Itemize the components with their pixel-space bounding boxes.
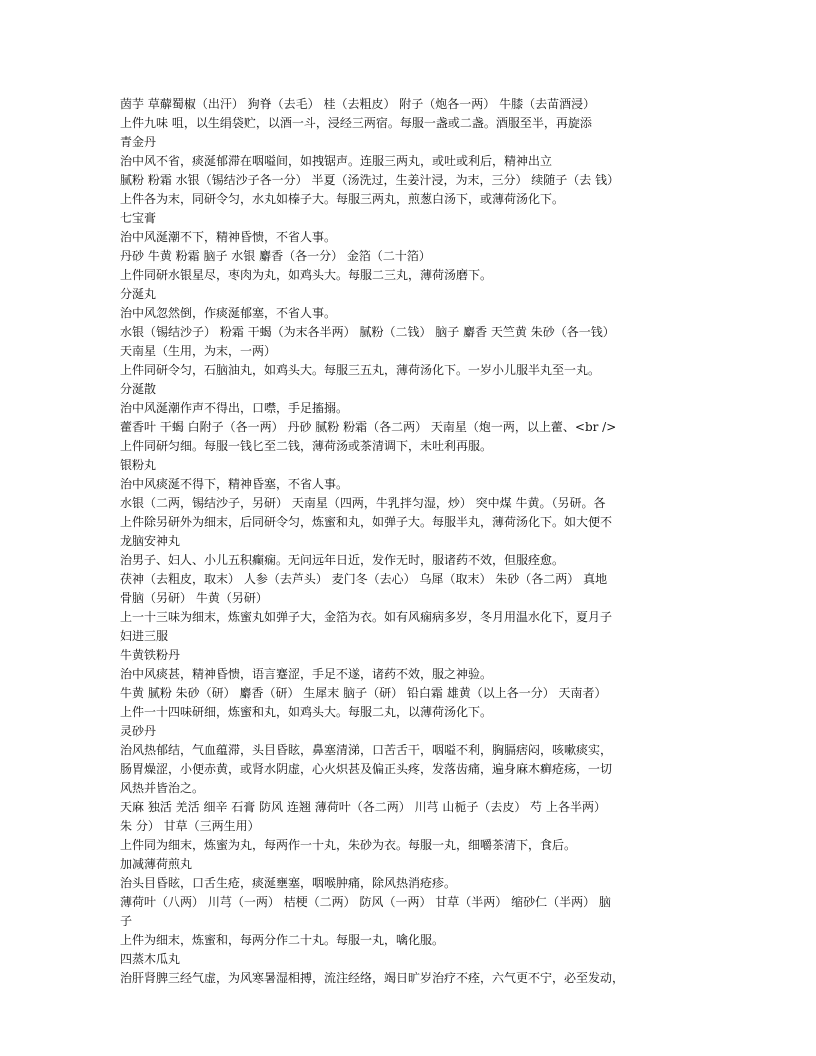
text-line: 茯神（去粗皮，取末） 人参（去芦头） 麦门冬（去心） 乌犀（取末） 朱砂（各二两） 真地 — [120, 572, 608, 586]
text-line: 治肝肾脾三经气虚，为风寒暑湿相搏，流注经络，竭日旷岁治疗不痊，六气更不宁，必至发动， — [120, 971, 625, 985]
text-line: 上件九味 咀，以生绢袋贮，以酒一斗，浸经三两宿。每服一盏或二盏。酒服至半，再旋添 — [120, 116, 592, 130]
text-line: 牛黄 腻粉 朱砂（研） 麝香（研） 生犀末 脑子（研） 铅白霜 雄黄（以上各一分） 天南者） — [120, 686, 607, 700]
text-line: 上件一十四味研细，炼蜜和丸，如鸡头大。每服二丸，以薄荷汤化下。 — [120, 705, 493, 719]
text-line: 上件各为末，同研令匀，水丸如榛子大。每服三两丸，煎葱白汤下，或薄荷汤化下。 — [120, 192, 565, 206]
text-line: 四蒸木瓜丸 — [120, 952, 181, 966]
text-line: 治中风痰涎不得下，精神昏塞，不省人事。 — [120, 477, 349, 491]
text-line: 上件同研令匀，石脑油丸，如鸡头大。每服三五丸，薄荷汤化下。一岁小儿服半丸至一丸。 — [120, 363, 601, 377]
text-line: 治风热郁结，气血蕴滞，头目昏眩，鼻塞清涕，口苦舌干，咽嗌不利，胸膈痞闷，咳嗽痰实， — [120, 743, 613, 757]
text-line: 牛黄铁粉丹 — [120, 648, 181, 662]
text-line: 青金丹 — [120, 135, 157, 149]
text-line: 七宝膏 — [120, 211, 157, 225]
text-line: 治中风涎潮作声不得出，口噤，手足搐搦。 — [120, 401, 349, 415]
text-line: 治中风涎潮不下，精神昏愦，不省人事。 — [120, 230, 337, 244]
text-line: 治中风不省，痰涎郁滞在咽嗌间，如拽锯声。连服三两丸，或吐或利后，精神出立 — [120, 154, 553, 168]
text-line: 水银（二两，锡结沙子，另研） 天南星（四两，牛乳拌匀湿，炒） 突中煤 牛黄。（另研。各 — [120, 496, 606, 510]
document-page — [120, 95, 700, 988]
text-line: 天麻 独活 羌活 细辛 石膏 防风 连翘 薄荷叶（各二两） 川芎 山栀子（去皮） 芍 上各半两） — [120, 800, 606, 814]
text-line: 分涎散 — [120, 382, 157, 396]
text-line: 藿香叶 干蝎 白附子（各一两） 丹砂 腻粉 粉霜（各二两） 天南星（炮一两，以上藿、<br /> — [120, 420, 617, 434]
text-line: 分涎丸 — [120, 287, 157, 301]
text-line: 上件除另研外为细末，后同研令匀，炼蜜和丸，如弹子大。每服半丸，薄荷汤化下。如大便不 — [120, 515, 613, 529]
text-line: 治男子、妇人、小儿五积癫痫。无问远年日近，发作无时，服诸药不效，但服痊愈。 — [120, 553, 565, 567]
text-line: 上一十三味为细末，炼蜜丸如弹子大，金箔为衣。如有风痫病多岁，冬月用温水化下，夏月子 — [120, 610, 613, 624]
text-line: 治头目昏眩，口舌生疮，痰涎壅塞，咽喉肿痛，除风热消疮疹。 — [120, 876, 457, 890]
text-line: 茵芋 草薢蜀椒（出汗） 狗脊（去毛） 桂（去粗皮） 附子（炮各一两） 牛膝（去苗酒浸） — [120, 97, 596, 111]
text-line: 龙脑安神丸 — [120, 534, 181, 548]
text-line: 上件同为细末，炼蜜为丸，每两作一十丸，朱砂为衣。每服一丸，细嚼茶清下，食后。 — [120, 838, 577, 852]
text-line: 骨脑（另研） 牛黄（另研） — [120, 591, 268, 605]
text-line: 上件同研匀细。每服一钱匕至二钱，薄荷汤或茶清调下，未吐利再服。 — [120, 439, 493, 453]
text-line: 妇进三服 — [120, 629, 169, 643]
text-line: 加减薄荷煎丸 — [120, 857, 193, 871]
text-line: 丹砂 牛黄 粉霜 脑子 水银 麝香（各一分） 金箔（二十箔） — [120, 249, 431, 263]
text-line: 水银（锡结沙子） 粉霜 干蝎（为末各半两） 腻粉（二钱） 脑子 麝香 天竺黄 朱砂（各一钱） — [120, 325, 615, 339]
text-line: 上件同研水银星尽，枣肉为丸，如鸡头大。每服二三丸，薄荷汤磨下。 — [120, 268, 493, 282]
text-line: 银粉丸 — [120, 458, 157, 472]
text-line: 腻粉 粉霜 水银（锡结沙子各一分） 半夏（汤洗过，生姜汁浸，为末，三分） 续随子（去 钱） — [120, 173, 620, 187]
text-line: 天南星（生用，为末，一两） — [120, 344, 277, 358]
text-line: 上件为细末，炼蜜和，每两分作二十丸。每服一丸，噙化服。 — [120, 933, 445, 947]
text-line: 风热并皆治之。 — [120, 781, 205, 795]
text-line: 治中风忽然倒，作痰涎郁塞，不省人事。 — [120, 306, 337, 320]
text-line: 治中风痰甚，精神昏愦，语言蹇涩，手足不遂，诸药不效，服之神验。 — [120, 667, 493, 681]
text-line: 薄荷叶（八两） 川芎（一两） 桔梗（二两） 防风（一两） 甘草（半两） 缩砂仁（半两） 脑 — [120, 895, 611, 909]
text-line: 子 — [120, 914, 133, 928]
text-line: 朱 分） 甘草（三两生用） — [120, 819, 260, 833]
text-line: 灵砂丹 — [120, 724, 157, 738]
text-line: 肠胃燥涩，小便赤黄，或肾水阴虚，心火炽甚及偏正头疼，发落齿痛，遍身麻木癣疮疡，一切 — [120, 762, 613, 776]
